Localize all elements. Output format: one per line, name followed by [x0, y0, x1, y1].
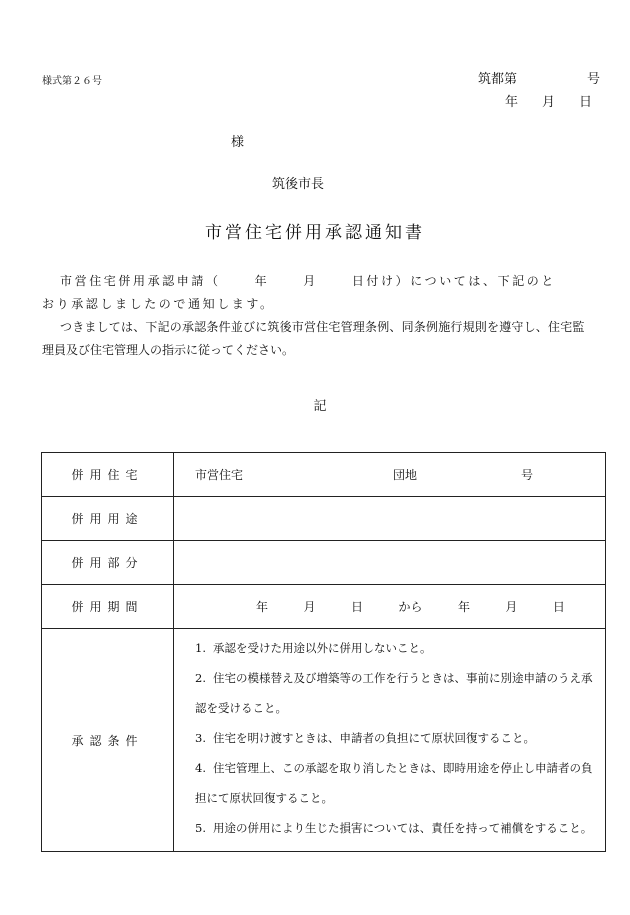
conditions-field [174, 629, 606, 852]
conditions-list [174, 629, 605, 851]
form-number: 様式第２６号 [42, 76, 102, 87]
issuer: 筑後市長 [272, 177, 325, 192]
document-number-suffix: 号 [587, 72, 601, 87]
list-item: 5. 用途の併用により生じた損害については、責任を持って補償をすること。 [195, 821, 593, 835]
addressee: 様 [231, 135, 245, 150]
date-year-label: 年 [505, 95, 519, 110]
housing-field: 市営住宅 団地 号 [174, 453, 606, 497]
document-title: 市営住宅併用承認通知書 [205, 223, 425, 243]
table-row [42, 497, 606, 541]
approval-table [41, 452, 606, 852]
table-row [42, 585, 606, 629]
usage-field [174, 497, 606, 541]
body-line-2: おり承認しましたので通知します。 [42, 297, 275, 311]
row-label-housing: 併用住宅 [42, 453, 174, 497]
ki-heading: 記 [313, 399, 327, 414]
table-row [42, 453, 606, 497]
list-item: 2. 住宅の模様替え及び増築等の工作を行うときは、事前に別途申請のうえ承 認を受けること。 [195, 671, 593, 715]
period-field: 年 月 日 から 年 月 日 [174, 585, 606, 629]
body-text [42, 270, 598, 362]
body-line-3: つきましては、下記の承認条件並びに筑後市営住宅管理条例、同条例施行規則を遵守し、住宅監 [60, 320, 585, 334]
row-label-period: 併用期間 [42, 585, 174, 629]
table-row [42, 541, 606, 585]
issue-date [505, 91, 592, 110]
document-number [478, 68, 600, 87]
table-row [42, 629, 606, 852]
part-field [174, 541, 606, 585]
body-line-4: 理員及び住宅管理人の指示に従ってください。 [42, 343, 295, 357]
date-day-label: 日 [579, 95, 593, 110]
list-item: 4. 住宅管理上、この承認を取り消したときは、即時用途を停止し申請者の負 担にて原状回復すること。 [195, 761, 593, 805]
body-line-1: 市営住宅併用承認申請（ 年 月 日付け）については、下記のと [60, 274, 556, 288]
row-label-part: 併用部分 [42, 541, 174, 585]
list-item: 3. 住宅を明け渡すときは、申請者の負担にて原状回復すること。 [195, 731, 535, 745]
row-label-conditions: 承認条件 [42, 629, 174, 852]
document-number-prefix: 筑都第 [478, 72, 518, 87]
date-month-label: 月 [542, 95, 556, 110]
row-label-usage: 併用用途 [42, 497, 174, 541]
list-item: 1. 承認を受けた用途以外に併用しないこと。 [195, 641, 432, 655]
